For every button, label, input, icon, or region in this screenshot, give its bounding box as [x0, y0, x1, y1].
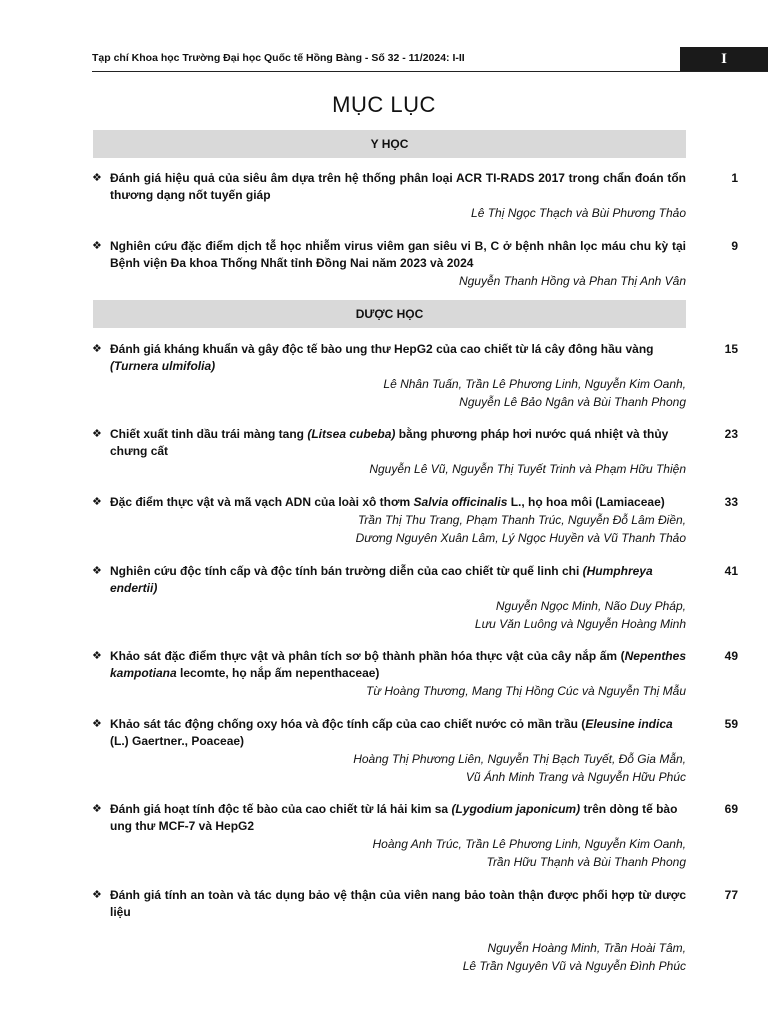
scientific-name: Salvia officinalis [413, 495, 508, 509]
entry-title: Nghiên cứu đặc điểm dịch tễ học nhiễm virus viêm gan siêu vi B, C ở bệnh nhân lọc máu chu kỳ tại Bệnh viện Đa khoa Thống Nhất tỉnh Đồng Nai năm 2023 và 2024 [110, 239, 686, 270]
scientific-name: Nepenthes kampotiana [110, 649, 686, 680]
entry-page-number: 77 [724, 888, 738, 902]
entry-authors: Hoàng Thị Phương Liên, Nguyễn Thị Bạch Tuyết, Đỗ Gia Mẫn, [353, 752, 686, 766]
entry-title [110, 801, 686, 835]
title-text: bằng phương pháp hơi nước quá nhiệt và thủy chưng cất [110, 427, 669, 458]
entry-authors: Dương Nguyên Xuân Lâm, Lý Ngọc Huyền và Vũ Thanh Thảo [355, 531, 686, 545]
diamond-bullet-icon: ❖ [92, 496, 102, 508]
toc-entry[interactable] [92, 648, 738, 700]
diamond-bullet-icon: ❖ [92, 565, 102, 577]
entry-title [110, 426, 686, 460]
title-text: Đánh giá kháng khuẩn và gây độc tế bào ung thư HepG2 của cao chiết từ lá cây đông hầu vàng [110, 342, 654, 356]
entry-authors [92, 922, 686, 939]
entry-title [110, 494, 686, 511]
toc-entry[interactable] [92, 801, 738, 871]
entry-page-number: 41 [724, 564, 738, 578]
entry-page-number: 33 [724, 495, 738, 509]
diamond-bullet-icon: ❖ [92, 889, 102, 901]
entry-page-number: 49 [724, 649, 738, 663]
page-marker: I [680, 47, 768, 71]
scientific-name: (Humphreya endertii) [110, 564, 653, 595]
entry-authors: Lê Nhân Tuấn, Trần Lê Phương Linh, Nguyễn Kim Oanh, [383, 377, 686, 391]
entry-authors: Nguyễn Ngọc Minh, Não Duy Pháp, [495, 599, 686, 613]
scientific-name: (Lygodium japonicum) [451, 802, 581, 816]
entry-page-number: 9 [731, 239, 738, 253]
entry-title: Đánh giá hiệu quả của siêu âm dựa trên hệ thống phân loại ACR TI-RADS 2017 trong chẩn đoán tổn thương dạng nốt tuyến giáp [110, 171, 686, 202]
entry-title [110, 716, 686, 750]
title-text: Chiết xuất tinh dầu trái màng tang [110, 427, 308, 441]
entry-authors: Nguyễn Thanh Hồng và Phan Thị Anh Vân [458, 274, 686, 288]
diamond-bullet-icon: ❖ [92, 343, 102, 355]
toc-entry[interactable] [92, 563, 738, 633]
entry-page-number: 23 [724, 427, 738, 441]
toc-entry[interactable] [92, 426, 738, 478]
entry-title: Đánh giá tính an toàn và tác dụng bảo vệ thận của viên nang bảo toàn thận được phối hợp từ dược liệu [110, 888, 686, 919]
entry-page-number: 59 [724, 717, 738, 731]
toc-entry[interactable] [92, 716, 738, 786]
scientific-name: (Litsea cubeba) [307, 427, 396, 441]
scientific-name: (Turnera ulmifolia) [110, 359, 216, 373]
entry-authors: Lê Trần Nguyên Vũ và Nguyễn Đình Phúc [462, 959, 686, 973]
title-text: Đặc điểm thực vật và mã vạch ADN của loài xô thơm [110, 495, 414, 509]
entry-authors: Vũ Ánh Minh Trang và Nguyễn Hữu Phúc [465, 770, 686, 784]
entry-authors: Trần Hữu Thạnh và Bùi Thanh Phong [486, 855, 686, 869]
entry-authors: Nguyễn Hoàng Minh, Trần Hoài Tâm, [487, 941, 686, 955]
entry-title [110, 648, 686, 682]
toc-entry[interactable] [92, 887, 738, 975]
title-text: Khảo sát tác động chống oxy hóa và độc tính cấp của cao chiết nước cỏ mần trầu ( [110, 717, 586, 731]
toc-entry[interactable] [92, 341, 738, 411]
entry-authors: Lưu Văn Luông và Nguyễn Hoàng Minh [474, 617, 686, 631]
entry-authors: Từ Hoàng Thương, Mang Thị Hồng Cúc và Nguyễn Thị Mẫu [366, 684, 686, 698]
diamond-bullet-icon: ❖ [92, 718, 102, 730]
toc-entry[interactable] [92, 494, 738, 547]
diamond-bullet-icon: ❖ [92, 650, 102, 662]
section-header-duoc-hoc: DƯỢC HỌC [93, 300, 686, 328]
title-text: trên dòng tế bào ung thư MCF-7 và HepG2 [110, 802, 678, 833]
entry-page-number: 1 [731, 171, 738, 185]
entry-authors: Nguyễn Lê Vũ, Nguyễn Thị Tuyết Trinh và Phạm Hữu Thiện [369, 462, 686, 476]
entry-authors: Lê Thị Ngọc Thạch và Bùi Phương Thảo [471, 206, 686, 220]
toc-entry[interactable] [92, 170, 738, 222]
title-text: Đánh giá hoạt tính độc tế bào của cao chiết từ lá hải kim sa [110, 802, 452, 816]
entry-authors: Hoàng Anh Trúc, Trần Lê Phương Linh, Nguyễn Kim Oanh, [372, 837, 686, 851]
diamond-bullet-icon: ❖ [92, 240, 102, 252]
diamond-bullet-icon: ❖ [92, 428, 102, 440]
entry-authors: Trần Thị Thu Trang, Phạm Thanh Trúc, Nguyễn Đỗ Lâm Điền, [357, 513, 686, 527]
page-title: MỤC LỤC [332, 92, 436, 117]
entry-title [110, 341, 686, 375]
diamond-bullet-icon: ❖ [92, 803, 102, 815]
title-text: Nghiên cứu độc tính cấp và độc tính bán trường diễn của cao chiết từ quế linh chi [110, 564, 583, 578]
entry-authors: Nguyễn Lê Bảo Ngân và Bùi Thanh Phong [459, 395, 686, 409]
diamond-bullet-icon: ❖ [92, 172, 102, 184]
section-header-y-hoc: Y HỌC [93, 130, 686, 158]
title-text: (L.) Gaertner., Poaceae) [110, 734, 245, 748]
journal-title: Tạp chí Khoa học Trường Đại học Quốc tế Hồng Bàng - Số 32 - 11/2024: I-II [92, 52, 465, 64]
title-text: lecomte, họ nắp ấm nepenthaceae) [176, 666, 380, 680]
running-header [92, 47, 768, 72]
entry-title [110, 563, 686, 597]
title-text: Khảo sát đặc điểm thực vật và phân tích sơ bộ thành phần hóa thực vật của cây nắp ấm ( [110, 649, 625, 663]
scientific-name: Eleusine indica [585, 717, 673, 731]
entry-page-number: 15 [724, 342, 738, 356]
toc-entry[interactable] [92, 238, 738, 290]
entry-page-number: 69 [724, 802, 738, 816]
title-text: L., họ hoa môi (Lamiaceae) [507, 495, 665, 509]
